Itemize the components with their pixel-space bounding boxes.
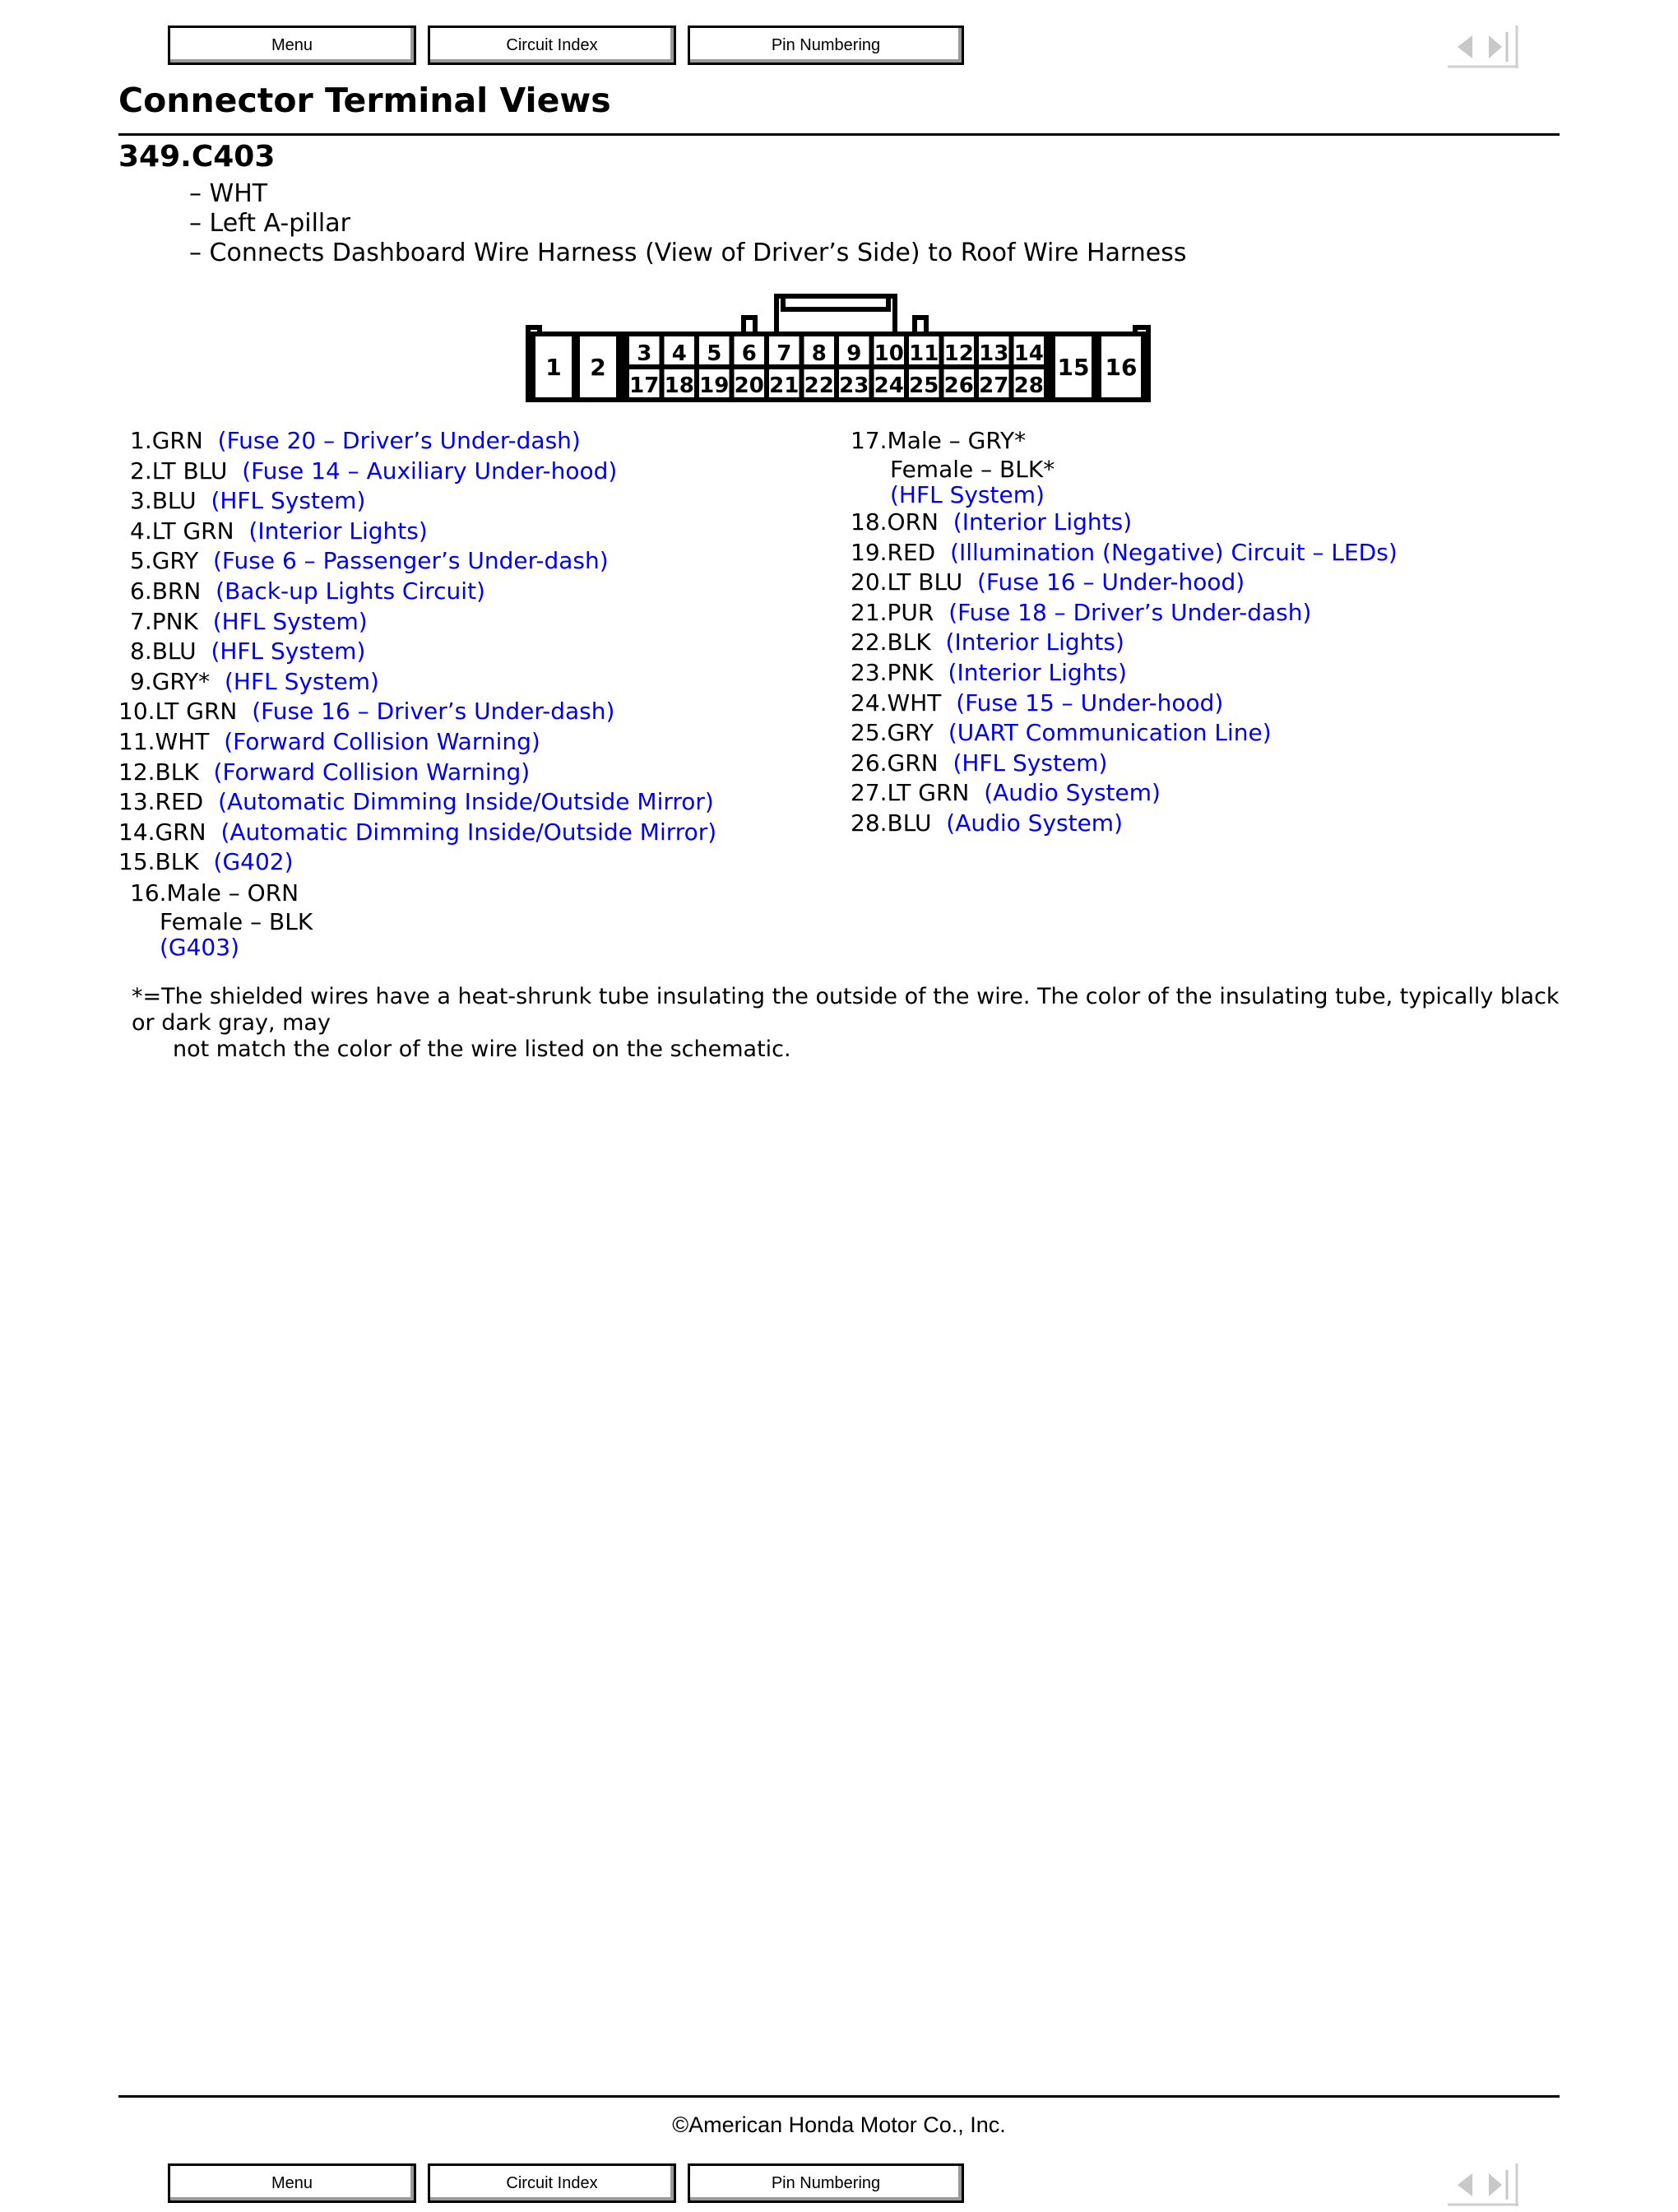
note-line-1: *=The shielded wires have a heat-shrunk tube insulating the outside of the wire. The color of the insulating tube, typically black or dark gray, may [132,984,1560,1036]
circuit-link[interactable]: (Fuse 15 – Under-hood) [956,689,1224,716]
pin-number-wire: 20. [851,568,888,596]
pin-number-wire: 12. [118,758,155,786]
circuit-link[interactable]: (Fuse 16 – Under-hood) [977,568,1245,596]
circuit-link[interactable]: (Interior Lights) [945,628,1124,656]
pin-number-label: 28 [1013,373,1044,398]
pin-numbering-button-bottom[interactable]: Pin Numbering [688,2163,964,2203]
wire-color: GRN [887,749,939,777]
pin-entry [130,637,716,667]
wire-color: BLK [155,848,199,876]
pin-number-label: 20 [734,373,764,398]
pin-number-wire: 7. [130,607,152,635]
pin-entry [851,508,1398,538]
pin-number-wire: 1. [130,427,152,454]
pin-number-wire: 24. [851,689,888,716]
pin-entry [130,607,716,638]
wire-color: BLK [155,758,199,786]
pin-number-wire: 19. [851,538,888,566]
page-nav-arrows-bottom [1448,2163,1518,2206]
wire-color: BRN [151,577,202,605]
pin-16-male: 16.Male – ORN [130,879,299,907]
pin-number-label: 18 [664,373,694,398]
pin-entry [130,546,716,577]
circuit-link[interactable]: (HFL System) [225,667,379,695]
pin-entry [118,697,716,727]
pin-number-label: 27 [979,373,1009,398]
pin-number-wire: 18. [851,508,888,536]
prev-page-icon[interactable] [1448,26,1483,68]
pin-number-label: 2 [590,354,606,381]
pin-entry [130,667,716,698]
pin-number-wire: 3. [130,487,152,515]
circuit-link[interactable]: (Automatic Dimming Inside/Outside Mirror) [220,818,717,846]
wire-color: LT BLU [887,568,963,596]
pin-list-right [851,508,1398,839]
wire-color: RED [887,538,936,566]
pin-number-wire: 5. [130,547,152,575]
wire-color: LT GRN [155,698,238,726]
circuit-link[interactable]: (Illumination (Negative) Circuit – LEDs) [950,538,1398,566]
pin-16-circuit: (G403) [160,933,239,961]
wire-color: BLK [887,628,931,656]
pin-entry [851,749,1398,779]
pin-number-wire: 23. [851,658,888,686]
pin-number-wire: 11. [118,727,155,755]
page-title: Connector Terminal Views [118,81,611,120]
pin-number-label: 1 [545,354,562,381]
circuit-link[interactable]: (Interior Lights) [948,658,1127,686]
pin-entry [851,568,1398,598]
pin-17-entry [851,426,1055,508]
connector-diagram [523,293,1157,408]
pin-number-label: 5 [707,341,722,366]
pin-17-female: Female – BLK* [890,455,1055,483]
pin-entry [118,727,716,758]
footer-divider [118,2095,1560,2098]
wire-color: BLU [887,809,932,837]
pin-entry [118,787,716,818]
circuit-index-button-bottom[interactable]: Circuit Index [428,2163,676,2203]
pin-number-label: 13 [979,341,1009,366]
menu-button-bottom[interactable]: Menu [168,2163,416,2203]
circuit-link[interactable]: (Forward Collision Warning) [213,758,531,786]
circuit-link[interactable]: (Audio System) [984,779,1161,807]
pin-number-wire: 25. [851,719,888,747]
pin-number-wire: 27. [851,779,888,807]
circuit-link[interactable]: (G402) [213,848,294,876]
pin-number-label: 17 [629,373,660,398]
wire-color: LT BLU [151,457,228,485]
wire-color: BLU [151,638,197,665]
pin-17-male: 17.Male – GRY* [851,427,1027,454]
connector-id: 349.C403 [118,140,276,174]
pin-number-wire: 26. [851,749,888,777]
shielded-wire-note [132,984,1579,1063]
pin-number-label: 12 [943,341,974,366]
pin-number-label: 16 [1105,354,1138,381]
title-divider [118,133,1560,136]
pin-number-label: 3 [637,341,652,366]
pin-entry [851,689,1398,719]
connector-location: – Left A-pillar [189,209,350,238]
pin-entry [851,598,1398,628]
pin-number-label: 4 [671,341,687,366]
pin-number-label: 23 [839,373,869,398]
wire-color: RED [155,788,204,816]
wire-color: GRN [155,818,206,846]
wire-color: PUR [887,598,934,626]
pin-entry [130,577,716,607]
pin-number-wire: 10. [118,698,155,726]
pin-number-wire: 22. [851,628,888,656]
next-page-icon[interactable] [1483,26,1518,68]
circuit-link[interactable]: (Fuse 6 – Passenger’s Under-dash) [213,547,609,575]
circuit-index-button[interactable]: Circuit Index [428,26,676,65]
wire-color: GRY [887,719,934,747]
wire-color: GRY [151,547,199,575]
pin-entry [118,818,716,848]
pin-number-label: 10 [874,341,904,366]
circuit-link[interactable]: (UART Communication Line) [948,719,1272,747]
circuit-link[interactable]: (HFL System) [953,749,1108,777]
pin-entry [851,809,1398,839]
pin-number-wire: 21. [851,598,888,626]
note-line-2: not match the color of the wire listed on the schematic. [173,1036,791,1062]
pin-number-label: 11 [909,341,939,366]
pin-number-label: 25 [909,373,939,398]
pin-number-label: 15 [1057,354,1090,381]
copyright: ©American Honda Motor Co., Inc. [672,2112,1006,2137]
circuit-link[interactable]: (HFL System) [211,487,366,515]
pin-number-wire: 2. [130,457,152,485]
pin-16-female: Female – BLK [160,907,313,935]
pin-entry [118,758,716,788]
pin-number-wire: 28. [851,809,888,837]
wire-color: BLU [151,487,197,515]
circuit-link[interactable]: (Audio System) [946,809,1124,837]
wire-color: WHT [887,689,942,716]
pin-entry [851,778,1398,809]
pin-number-wire: 6. [130,577,152,605]
pin-entry [130,517,716,547]
connector-connects: – Connects Dashboard Wire Harness (View of Driver’s Side) to Roof Wire Harness [189,239,1187,267]
wire-color: LT GRN [887,779,970,807]
circuit-link[interactable]: (Fuse 14 – Auxiliary Under-hood) [242,457,618,485]
pin-number-label: 6 [741,341,757,366]
pin-number-wire: 8. [130,638,152,665]
circuit-link[interactable]: (HFL System) [212,607,368,635]
pin-number-label: 7 [776,341,792,366]
pin-number-label: 22 [804,373,834,398]
pin-entry [130,486,716,517]
circuit-link[interactable]: (Fuse 20 – Driver’s Under-dash) [217,427,581,454]
pin-number-wire: 13. [118,788,155,816]
circuit-link[interactable]: (Interior Lights) [248,517,428,545]
pin-entry [130,426,716,457]
pin-number-label: 24 [874,373,904,398]
circuit-link[interactable]: (Forward Collision Warning) [224,727,540,755]
pin-entry [851,718,1398,749]
circuit-link[interactable]: (Automatic Dimming Inside/Outside Mirror) [218,788,714,816]
pin-entry [130,457,716,487]
pin-number-wire: 15. [118,848,155,876]
pin-entry [851,658,1398,689]
next-page-icon-bottom[interactable] [1483,2163,1518,2206]
circuit-link[interactable]: (Interior Lights) [953,508,1133,536]
pin-17-circuit: (HFL System) [890,480,1045,508]
circuit-link[interactable]: (HFL System) [211,638,366,665]
pin-number-wire: 14. [118,818,155,846]
wire-color: GRY* [151,667,211,695]
wire-color: PNK [887,658,934,686]
wire-color: PNK [151,607,198,635]
pin-number-label: 9 [846,341,862,366]
page-nav-arrows [1448,26,1518,68]
pin-number-label: 14 [1013,341,1044,366]
pin-number-wire: 9. [130,667,152,695]
circuit-link[interactable]: (Back-up Lights Circuit) [216,577,485,605]
pin-entry [118,847,716,878]
bottom-nav-bar [168,2163,1678,2208]
pin-number-label: 8 [811,341,827,366]
pin-number-label: 21 [769,373,800,398]
pin-list-left [118,426,717,878]
pin-numbering-button[interactable]: Pin Numbering [688,26,964,65]
wire-color: GRN [151,427,203,454]
pin-number-wire: 4. [130,517,152,545]
wire-color: ORN [887,508,939,536]
circuit-link[interactable]: (Fuse 18 – Driver’s Under-dash) [948,598,1312,626]
connector-color: – WHT [189,179,268,208]
wire-color: LT GRN [151,517,234,545]
pin-number-label: 19 [699,373,730,398]
pin-entry [851,628,1398,658]
wire-color: WHT [155,727,210,755]
top-nav-bar [168,26,1678,70]
pin-entry [851,538,1398,568]
pin-16-entry [118,879,313,960]
menu-button[interactable]: Menu [168,26,416,65]
prev-page-icon-bottom[interactable] [1448,2173,1483,2205]
circuit-link[interactable]: (Fuse 16 – Driver’s Under-dash) [252,698,615,726]
pin-number-label: 26 [943,373,974,398]
